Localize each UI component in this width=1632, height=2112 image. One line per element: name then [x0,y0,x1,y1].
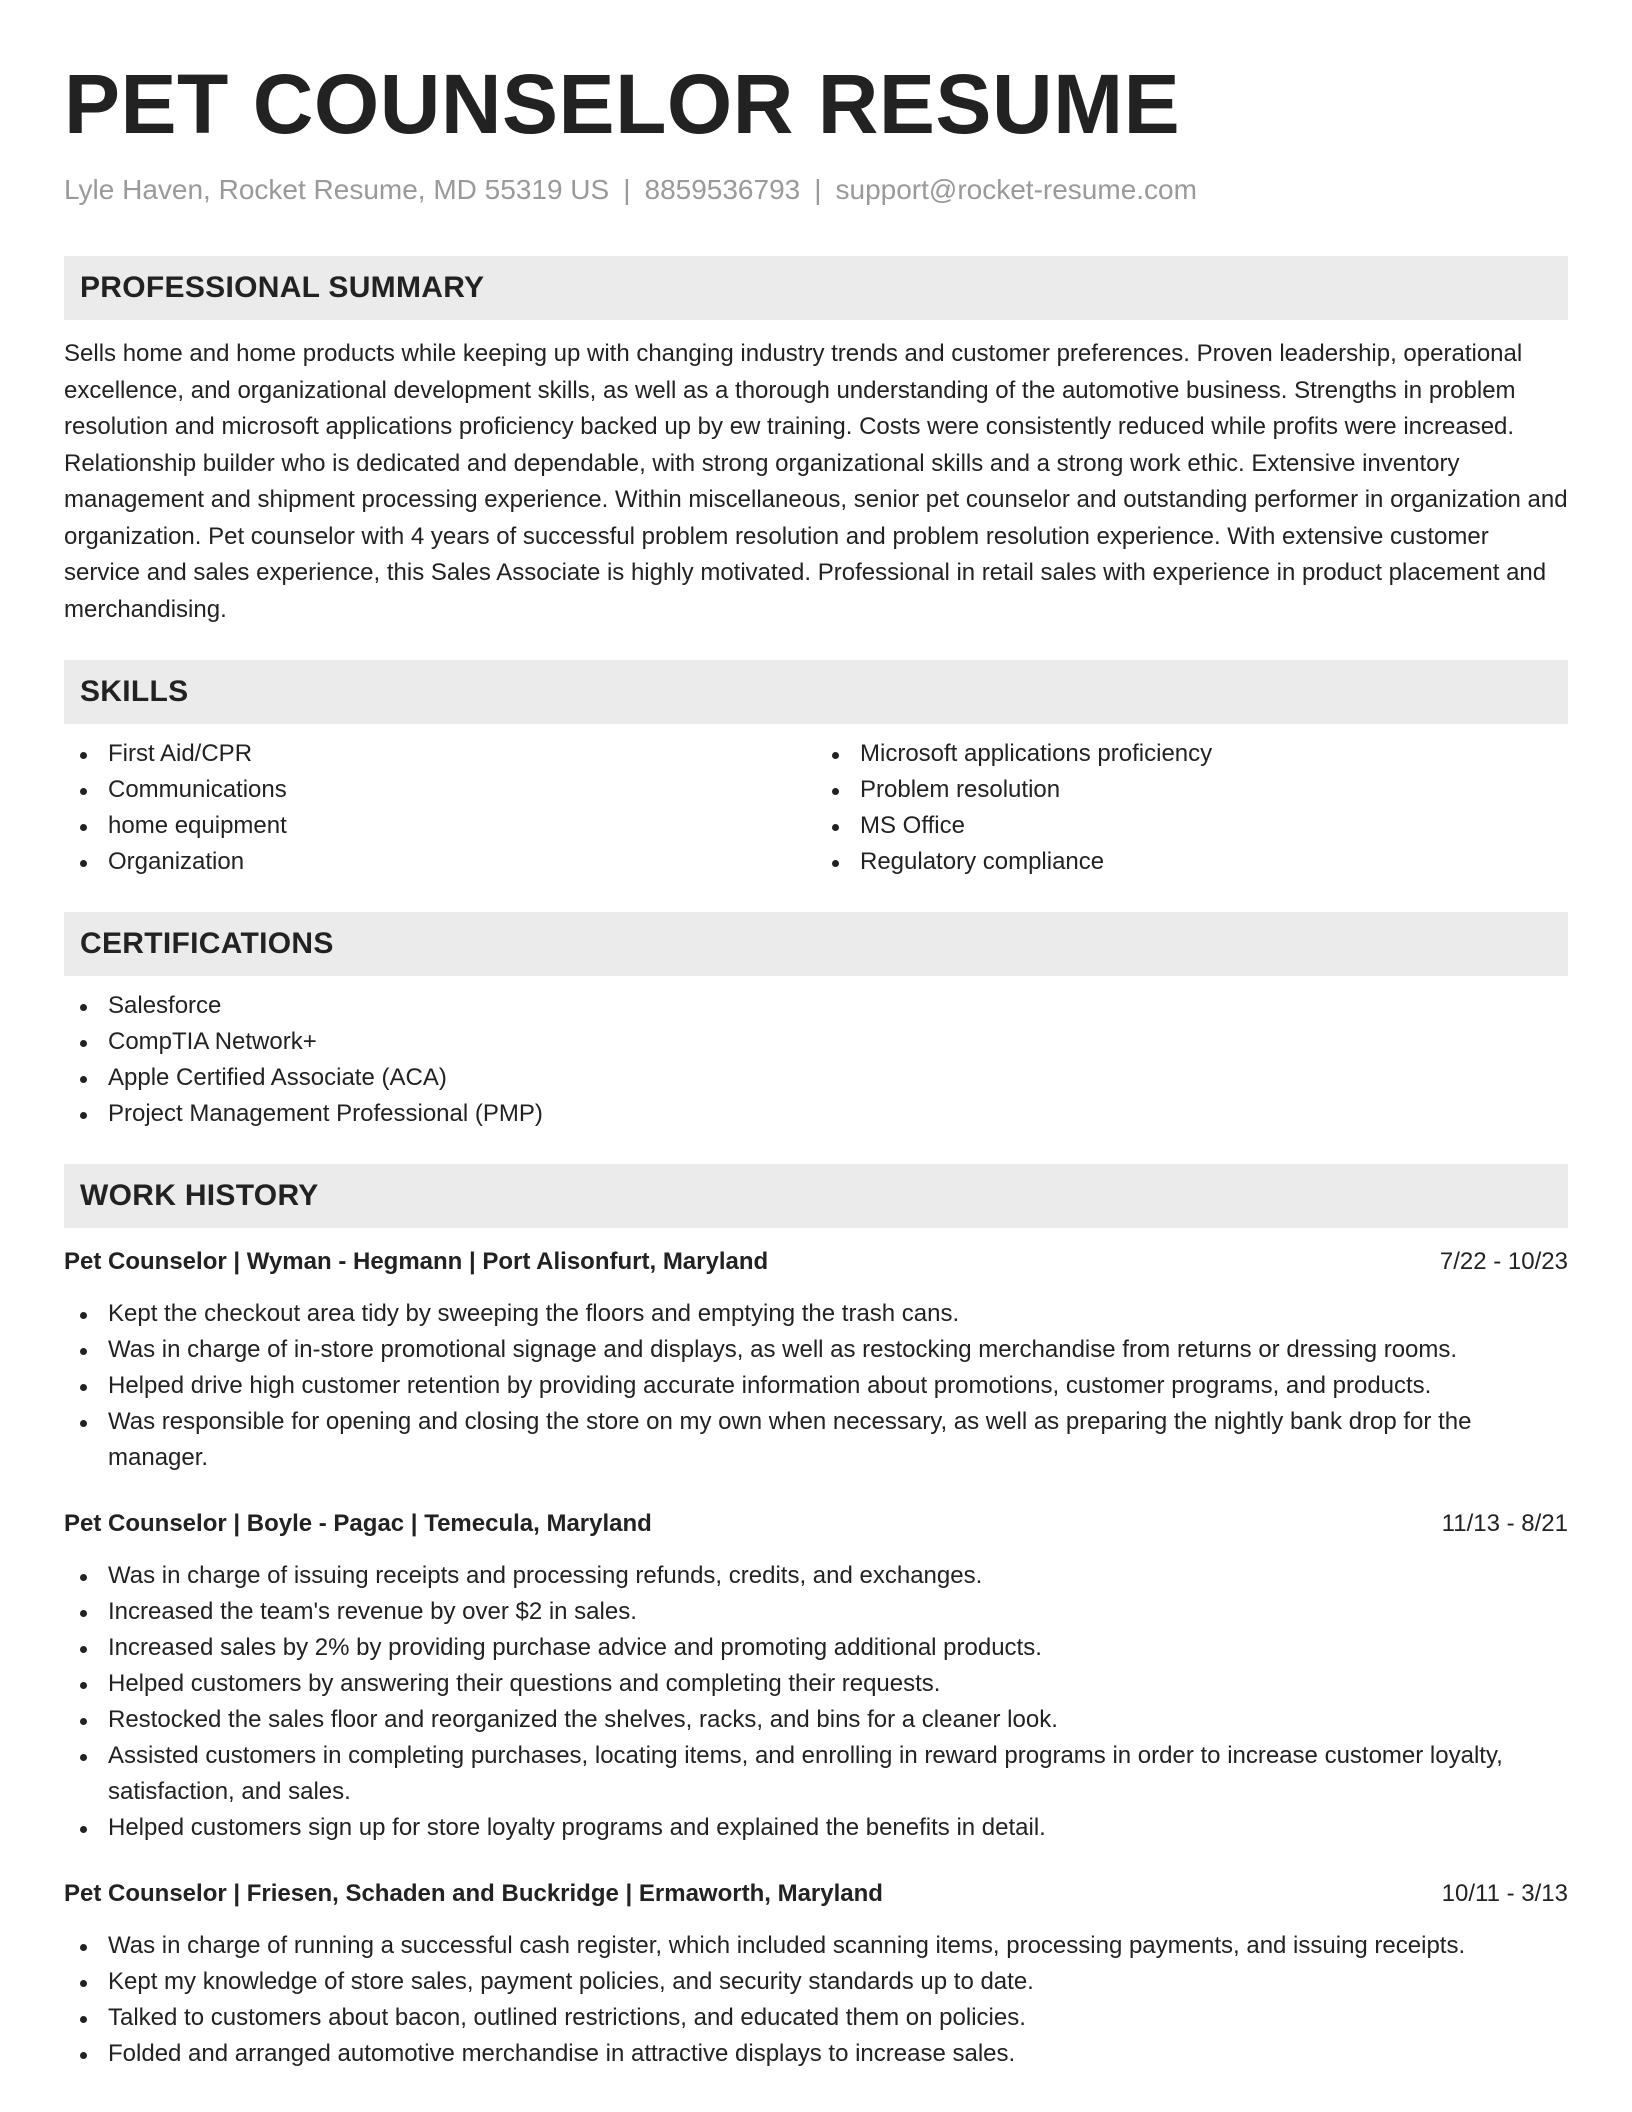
certifications-list [64,988,1568,1132]
job-bullets [64,1558,1568,1846]
job-title: Pet Counselor | Wyman - Hegmann | Port Alisonfurt, Maryland [64,1248,769,1275]
job-bullet: Helped customers sign up for store loyalty programs and explained the benefits in detail. [64,1810,1568,1846]
job-bullet: Was in charge of in-store promotional signage and displays, as well as restocking merchandise from returns or dressing rooms. [64,1332,1568,1368]
skill-item: Organization [64,844,816,880]
skill-item: Microsoft applications proficiency [816,736,1568,772]
certification-item: Project Management Professional (PMP) [64,1096,1568,1132]
summary-text: Sells home and home products while keeping up with changing industry trends and customer preferences. Proven leadership, operational excellence, and organizational development skills, as well as a thorough understanding of the automotive business. Strengths in problem resolution and microsoft applications proficiency backed up by ew training. Costs were consistently reduced while profits were increased. Relationship builder who is dedicated and dependable, with strong organizational skills and a strong work ethic. Extensive inventory management and shipment processing experience. Within miscellaneous, senior pet counselor and outstanding performer in organization and organization. Pet counselor with 4 years of successful problem resolution and problem resolution experience. With extensive customer service and sales experience, this Sales Associate is highly motivated. Professional in retail sales with experience in product placement and merchandising. [64,340,1568,623]
job-bullets [64,1928,1568,2072]
skill-item: Regulatory compliance [816,844,1568,880]
job-entry [64,1244,1568,1476]
job-bullet: Increased the team's revenue by over $2 in sales. [64,1594,1568,1630]
job-dates: 11/13 - 8/21 [1441,1510,1568,1537]
skill-item: home equipment [64,808,816,844]
skill-item: First Aid/CPR [64,736,816,772]
job-entry [64,1876,1568,2072]
job-bullets [64,1296,1568,1476]
section-header-work-history: WORK HISTORY [64,1164,1568,1228]
section-header-certifications: CERTIFICATIONS [64,912,1568,976]
skill-item: MS Office [816,808,1568,844]
certification-item: Apple Certified Associate (ACA) [64,1060,1568,1096]
skills-grid [64,724,1568,880]
job-bullet: Increased sales by 2% by providing purchase advice and promoting additional products. [64,1630,1568,1666]
job-bullet: Folded and arranged automotive merchandise in attractive displays to increase sales. [64,2036,1568,2072]
job-bullet: Helped drive high customer retention by providing accurate information about promotions, customer programs, and products. [64,1368,1568,1404]
section-header-summary: PROFESSIONAL SUMMARY [64,256,1568,320]
certification-item: Salesforce [64,988,1568,1024]
job-title: Pet Counselor | Friesen, Schaden and Buckridge | Ermaworth, Maryland [64,1880,883,1907]
job-header [64,1876,1568,1912]
section-header-skills: SKILLS [64,660,1568,724]
contact-address: Lyle Haven, Rocket Resume, MD 55319 US [64,174,610,205]
job-entry [64,1506,1568,1846]
job-dates: 7/22 - 10/23 [1439,1248,1568,1275]
job-bullet: Kept the checkout area tidy by sweeping the floors and emptying the trash cans. [64,1296,1568,1332]
contact-email: support@rocket-resume.com [835,174,1197,205]
job-bullet: Was in charge of running a successful cash register, which included scanning items, processing payments, and issuing receipts. [64,1928,1568,1964]
skills-list-right [816,736,1568,880]
job-dates: 10/11 - 3/13 [1441,1880,1568,1907]
job-bullet: Kept my knowledge of store sales, payment policies, and security standards up to date. [64,1964,1568,2000]
contact-separator: | [814,174,822,205]
job-bullet: Assisted customers in completing purchases, locating items, and enrolling in reward programs in order to increase customer loyalty, satisfaction, and sales. [64,1738,1568,1810]
job-bullet: Was in charge of issuing receipts and processing refunds, credits, and exchanges. [64,1558,1568,1594]
job-header [64,1506,1568,1542]
certification-item: CompTIA Network+ [64,1024,1568,1060]
job-bullet: Helped customers by answering their questions and completing their requests. [64,1666,1568,1702]
job-header [64,1244,1568,1280]
skill-item: Communications [64,772,816,808]
page-title: PET COUNSELOR RESUME [64,57,1181,151]
skills-list-left [64,736,816,880]
job-bullet: Talked to customers about bacon, outlined restrictions, and educated them on policies. [64,2000,1568,2036]
job-bullet: Was responsible for opening and closing the store on my own when necessary, as well as preparing the nightly bank drop for the manager. [64,1404,1568,1476]
contact-line [64,172,1568,208]
job-bullet: Restocked the sales floor and reorganized the shelves, racks, and bins for a cleaner look. [64,1702,1568,1738]
contact-phone: 8859536793 [644,174,801,205]
skill-item: Problem resolution [816,772,1568,808]
contact-separator: | [623,174,631,205]
job-title: Pet Counselor | Boyle - Pagac | Temecula, Maryland [64,1510,652,1537]
